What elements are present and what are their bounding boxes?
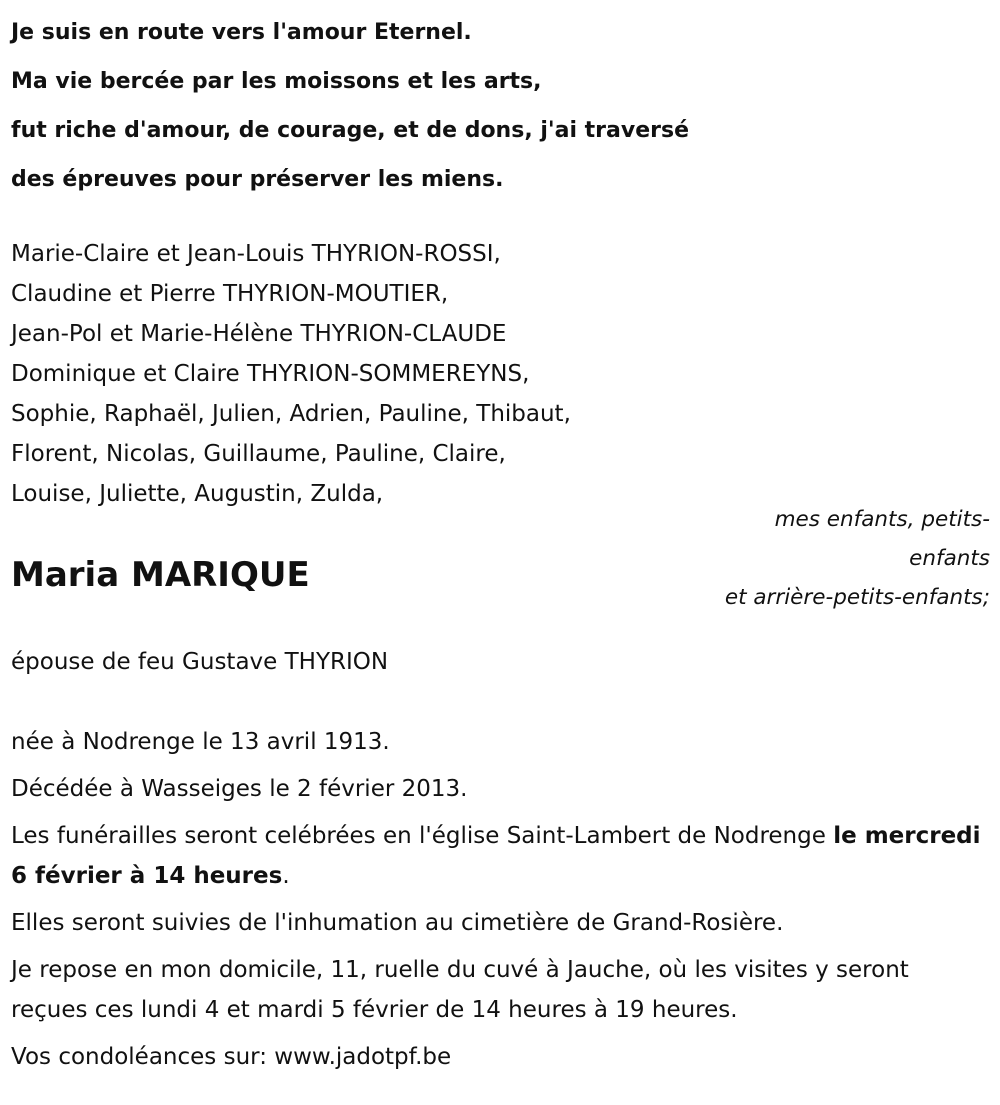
relation-line: et arrière-petits-enfants; — [724, 585, 990, 610]
visits-line: Je repose en mon domicile, 11, ruelle du cuvé à Jauche, où les visites y seront reçues ces lundi 4 et mardi 5 février de 14 heures à 19 heures. — [11, 957, 909, 1023]
condolences-line: Vos condoléances sur: www.jadotpf.be — [11, 1044, 452, 1070]
poem-line: Je suis en route vers l'amour Eternel. — [11, 20, 472, 45]
burial-line: Elles seront suivies de l'inhumation au cimetière de Grand-Rosière. — [11, 910, 784, 936]
details-section — [11, 722, 991, 1084]
death-line: Décédée à Wasseiges le 2 février 2013. — [11, 776, 468, 802]
poem-line: Ma vie bercée par les moissons et les arts, — [11, 69, 542, 94]
funeral-intro: Les funérailles seront celébrées en l'église Saint-Lambert de Nodrenge — [11, 823, 834, 849]
family-line: Marie-Claire et Jean-Louis THYRION-ROSSI, — [11, 241, 501, 267]
birth-line: née à Nodrenge le 13 avril 1913. — [11, 729, 390, 755]
family-line: Louise, Juliette, Augustin, Zulda, — [11, 481, 384, 507]
funeral-end: . — [282, 863, 290, 889]
family-line: Sophie, Raphaël, Julien, Adrien, Pauline, Thibaut, — [11, 401, 571, 427]
family-line: Florent, Nicolas, Guillaume, Pauline, Claire, — [11, 441, 506, 467]
family-relation — [720, 500, 990, 617]
family-line: Dominique et Claire THYRION-SOMMEREYNS, — [11, 361, 530, 387]
funeral-line — [11, 816, 991, 896]
deceased-name: Maria MARIQUE — [11, 555, 310, 595]
poem — [11, 8, 971, 204]
poem-line: des épreuves pour préserver les miens. — [11, 167, 504, 192]
family-list — [11, 234, 571, 514]
family-line: Claudine et Pierre THYRION-MOUTIER, — [11, 281, 449, 307]
family-line: Jean-Pol et Marie-Hélène THYRION-CLAUDE — [11, 321, 507, 347]
relation-line: mes enfants, petits-enfants — [774, 507, 990, 571]
poem-line: fut riche d'amour, de courage, et de dons, j'ai traversé — [11, 118, 689, 143]
funeral-date: le mercredi 6 février à 14 heures — [11, 823, 981, 889]
spouse-line: épouse de feu Gustave THYRION — [11, 649, 389, 675]
